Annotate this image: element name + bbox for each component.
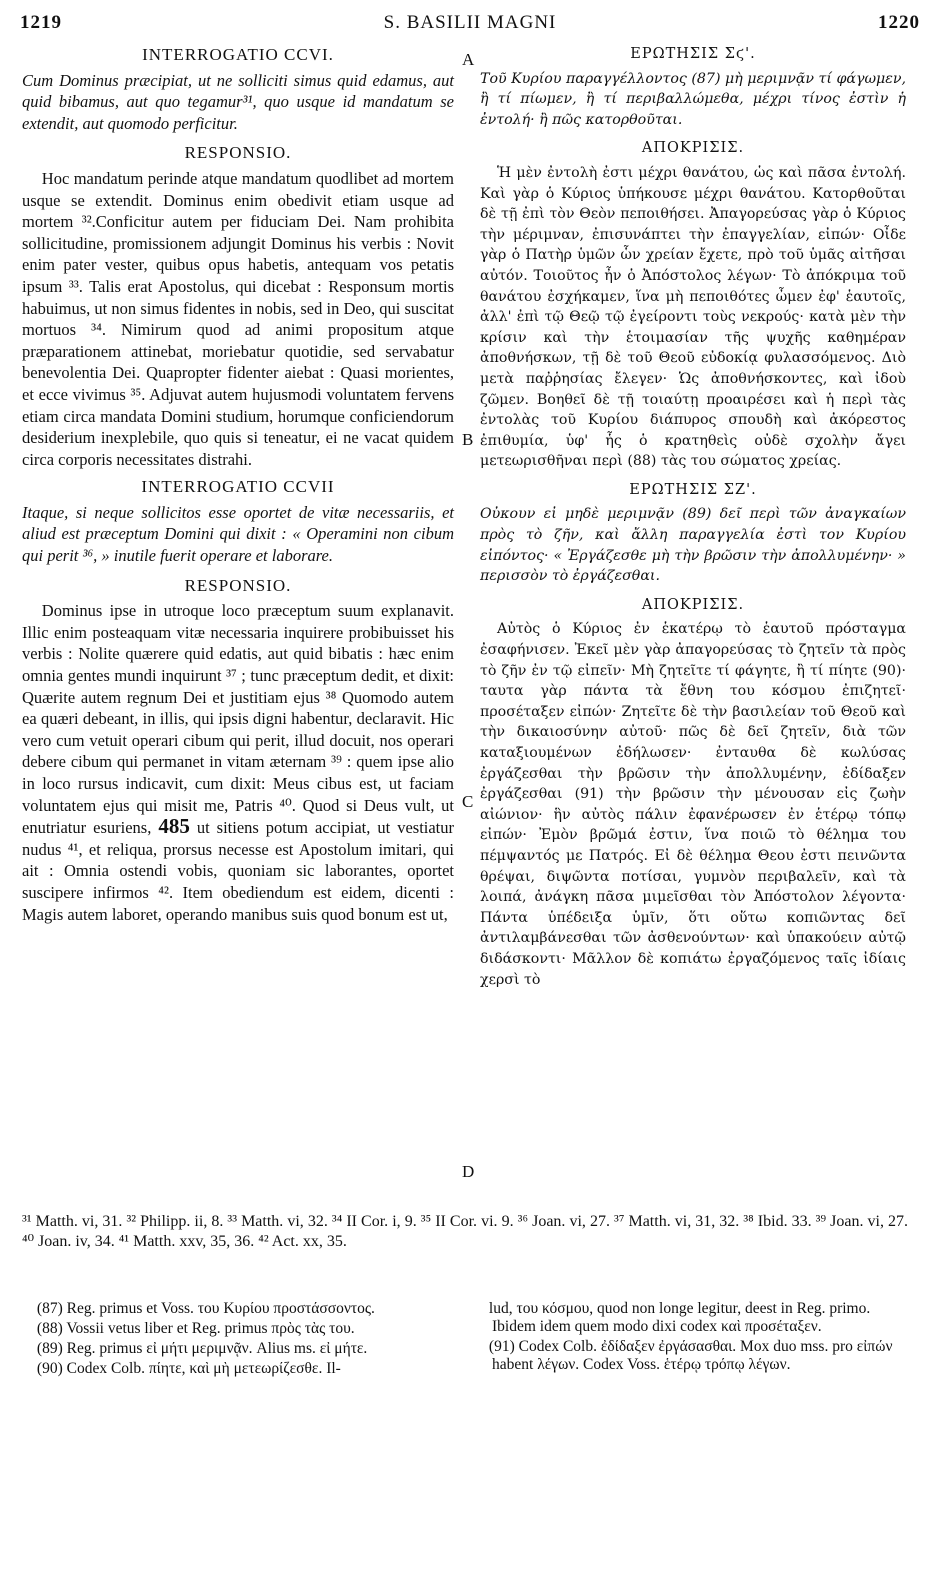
running-header <box>20 12 920 42</box>
note-87: (87) Reg. primus et Voss. του Κυρίου προστάσσοντος. <box>36 1300 375 1317</box>
latin-question-206-text: Cum Dominus præcipiat, ut ne solliciti simus quid edamus, aut quid bibamus, aut quo tegamur³¹, quo usque id mandatum se extendit, aut quomodo perficitur. <box>22 70 454 133</box>
note-89: (89) Reg. primus εἰ μήτι μεριμνᾷν. Alius ms. εἰ μήτε. <box>36 1340 368 1357</box>
greek-question-207-title: ΕΡΩΤΗΣΙΣ ΣΖ'. <box>629 481 757 498</box>
greek-question-206-title: ΕΡΩΤΗΣΙΣ Σϛ'. <box>630 46 756 62</box>
margin-marker-b: B <box>462 430 474 449</box>
latin-question-207-title: INTERROGATIO CCVII <box>141 477 335 497</box>
margin-marker-a: A <box>462 50 475 69</box>
latin-response-206-title: RESPONSIO. <box>184 143 292 163</box>
latin-response-207-part1: Dominus ipse in utroque loco præceptum suum explanavit. Illic enim posteaquam vitæ necessaria inquirere probibuisset his verbis : Nolite quærere quid edatis, aut quid bibatis : hæc enim omnia gentes mundi inquirunt ³⁷ ; tunc præceptum dedit, et dixit: Quærite autem regnum Dei et justitiam ejus ³⁸ Quomodo autem ea quæri debeant, in illis, qui ipsis digni habentur, declaravit. Hic vero cum vetuit operari cibum qui perit, illud docuit, nos operari debere cibum qui permanet in vitam æternam ³⁹ : quem ipse alio in loco rursus indicavit, cum dixit: Meus cibus est, ut faciam voluntatem ejus qui misit me, Patris ⁴⁰. Quod si Deus vult, ut enutriatur esuriens, <box>22 601 454 838</box>
latin-column <box>22 42 454 925</box>
greek-response-207-text: Αὐτὸς ὁ Κύριος ἐν ἑκατέρῳ τὸ ἑαυτοῦ πρόσταγμα ἐσαφήνισεν. Ἐκεῖ μὲν γὰρ ἀπαγορεύσας τὸ ζητεῖν τὰ πρὸς τὸ ζῆν ἐν τῷ εἰπεῖν· Μὴ ζητεῖτε τί φάγητε, ἢ τί πίητε (90)· ταυτα γὰρ πάντα τὰ ἔθνη του κόσμου ἐπιζητεῖ· προσέταξεν εἰπών· Ζητεῖτε δὲ τὴν βασιλείαν τοῦ Θεοῦ καὶ τὴν δικαιοσύνην αὐτοῦ· πῶς δὲ δεῖ ζητεῖν, διὰ τῶν καταξιουμένων ἐδήλωσεν· ἐνταυθα δὲ κωλύσας ἐργάζεσθαι τὴν βρῶσιν τὴν ἀπολλυμένην, ἐδίδαξεν ἐργάζεσθαι (91) τὴν βρῶσιν τὴν μένουσαν εἰς ζωὴν αἰώνιον· ἣν αὐτὸς πάλιν ἐφανέρωσεν ἐν ἑτέρῳ τόπῳ εἰπών· Ἐμὸν βρῶμά ἐστιν, ἵνα ποιῶ τὸ θέλημα του πέμψαντός με Πατρός. Εἰ δὲ θέλημα Θεου ἐστι πεινῶντα θρέψαι, διψῶντα ποτίσαι, γυμνὸν περιβαλεῖν, καὶ τὰ λοιπά, ἀνάγκη πᾶσα μιμεῖσθαι τὸν Ἀπόστολον λέγοντα· Πάντα ὑπέδειξα ὑμῖν, ὅτι οὕτω κοπιῶντας δεῖ ἀντιλαμβάνεσθαι τῶν ἀσθενούντων· καὶ ὑπακούειν αὐτῷ διδάσκοντι· Μᾶλλον δὲ κοπιάτω ἐργαζόμενος ταῖς ἰδίαις χερσὶ τὸ <box>480 621 906 988</box>
greek-question-206-text: Τοῦ Κυρίου παραγγέλλοντος (87) μὴ μεριμνᾷν τί φάγωμεν, ἢ τί πίωμεν, ἢ τί περιβαλλώμεθα, μέχρι τίνος ἐστὶν ἡ ἐντολή· ἢ πῶς κατορθοῦται. <box>480 70 906 128</box>
page-number-right: 1220 <box>878 12 920 33</box>
latin-question-206-title: INTERROGATIO CCVI. <box>142 45 334 64</box>
greek-column <box>480 42 906 990</box>
latin-response-207-title: RESPONSIO. <box>184 575 292 595</box>
editorial-notes-left <box>36 1300 465 1380</box>
page-number-left: 1219 <box>20 12 62 33</box>
note-91: (91) Codex Colb. ἐδίδαξεν ἐργάσασθαι. Mox duo mss. pro εἰπών habent λέγων. Codex Voss. ἑτέρῳ τρόπῳ λέγων. <box>488 1338 893 1373</box>
note-88: (88) Vossii vetus liber et Reg. primus πρὸς τὰς του. <box>36 1320 355 1337</box>
latin-response-207-part2: ut sitiens potum accipiat, ut vestiatur nudus ⁴¹, et reliqua, prorsus necesse est Apostolum imitari, qui ait : Omnia ostendi vobis, quoniam sic laborantes, oportet suscipere infirmos ⁴². Item obediendum est eidem, dicenti : Magis autem laboret, operando manibus suis quod bonum est ut, <box>22 818 455 924</box>
running-title: S. BASILII MAGNI <box>383 12 557 33</box>
margin-marker-d: D <box>462 1162 475 1181</box>
latin-response-207-text <box>22 600 454 925</box>
greek-response-206-text: Ἡ μὲν ἐντολὴ ἐστι μέχρι θανάτου, ὡς καὶ πᾶσα ἐντολή. Καὶ γὰρ ὁ Κύριος ὑπήκουσε μέχρι θανάτου. Κατορθοῦται δὲ τῇ ἐπὶ τὸν Θεὸν πεποιθήσει. Ἀπαγορεύσας γὰρ ὁ Κύριος τὴν μέριμναν, ἐπισυνάπτει τὴν ἐπαγγελίαν, εἰπών· Οἶδε γὰρ ὁ Πατὴρ ὑμῶν ὧν χρείαν ἔχετε, πρὸ τοῦ ὑμᾶς αἰτῆσαι αὐτόν. Τοιοῦτος ἦν ὁ Ἀπόστολος λέγων· Τὸ ἀπόκριμα τοῦ θανάτου ἐσχήκαμεν, ἵνα μὴ πεποιθότες ὦμεν ἐφ' ἑαυτοῖς, ἀλλ' ἐπὶ τῷ Θεῷ τῷ ἐγείροντι τοὺς νεκρούς· κατὰ μὲν τὴν κρίσιν καὶ τὴν ἑτοιμασίαν τῆς ψυχῆς καθημέραν ἀποθνήσκων, τῇ δὲ τοῦ Θεοῦ εὐδοκίᾳ φυλασσόμενος. Διὸ μετὰ παῤῥησίας ἔλεγεν· Ὡς ἀποθνήσκοντες, καὶ ἰδοὺ ζῶμεν. Βοηθεῖ δὲ τῇ τοιαύτῃ προαιρέσει καὶ ἡ περὶ τὰς ἐντολὰς τοῦ Κυρίου διάπυρος σπουδὴ καὶ ἀκόρεστος ἐπιθυμία, ὑφ' ἧς ὁ κρατηθεὶς οὐδὲ σχολὴν ἄγει μετεωρισθῆναι περὶ (88) τὰς του σώματος χρείας. <box>480 164 906 470</box>
note-90-continued: lud, του κόσμου, quod non longe legitur, deest in Reg. primo. Ibidem idem quem modo dixi codex καὶ προσέταξεν. <box>488 1300 871 1335</box>
scripture-footnotes: ³¹ Matth. vi, 31. ³² Philipp. ii, 8. ³³ Matth. vi, 32. ³⁴ II Cor. i, 9. ³⁵ II Cor. vi. 9. ³⁶ Joan. vi, 27. ³⁷ Matth. vi, 31, 32. ³⁸ Ibid. 33. ³⁹ Joan. vi, 27. ⁴⁰ Joan. iv, 34. ⁴¹ Matth. xxv, 35, 36. ⁴² Act. xx, 35. <box>22 1213 908 1250</box>
greek-question-207-text: Οὐκουν εἰ μηδὲ μεριμνᾷν (89) δεῖ περὶ τῶν ἀναγκαίων πρὸς τὸ ζῆν, καὶ ἄλλη παραγγελία ἐστὶ τον Κυρίου εἰπόντος· « Ἐργάζεσθε μὴ τὴν βρῶσιν τὴν ἀπολλυμένην· » περισσὸν τὸ ἐργάζεσθαι. <box>480 506 906 585</box>
column-number: 485 <box>158 814 190 839</box>
greek-response-206-title: ΑΠΟΚΡΙΣΙΣ. <box>641 140 745 157</box>
editorial-notes-right <box>488 1300 916 1376</box>
latin-response-206-text: Hoc mandatum perinde atque mandatum quodlibet ad mortem usque se extendit. Dominus enim obedivit etiam usque ad mortem ³².Conficitur autem per fiduciam Dei. Nam prohibita sollicitudine, promissionem adjungit Dominus his verbis : Novit enim pater vester, quibus opus habetis, antequam vos petatis ipsum ³³. Talis erat Apostolus, qui dicebat : Responsum mortis habuimus, ut non simus fidentes in nobis, sed in Deo, qui suscitat mortuos ³⁴. Nimirum quod ad animi propositum atque præparationem attinebat, moriebatur quotidie, sed servabatur benevolentia Dei. Quapropter fidenter aiebat : Quasi morientes, et ecce vivimus ³⁵. Adjuvat autem hujusmodi voluntatem fervens etiam circa mandata Domini studium, horumque conficiendorum desiderium inexplebile, quo quis si teneatur, ei ne vacat quidem circa corporis necessitates distrahi. <box>22 168 454 469</box>
note-90: (90) Codex Colb. πίητε, καὶ μὴ μετεωρίζεσθε. Il- <box>36 1360 341 1377</box>
greek-response-207-title: ΑΠΟΚΡΙΣΙΣ. <box>641 596 745 613</box>
margin-marker-c: C <box>462 792 474 811</box>
latin-question-207-text: Itaque, si neque sollicitos esse oportet de vitæ necessariis, et aliud est præceptum Domini qui dixit : « Operamini non cibum qui perit ³⁶, » inutile fuerit operare et laborare. <box>22 502 454 566</box>
